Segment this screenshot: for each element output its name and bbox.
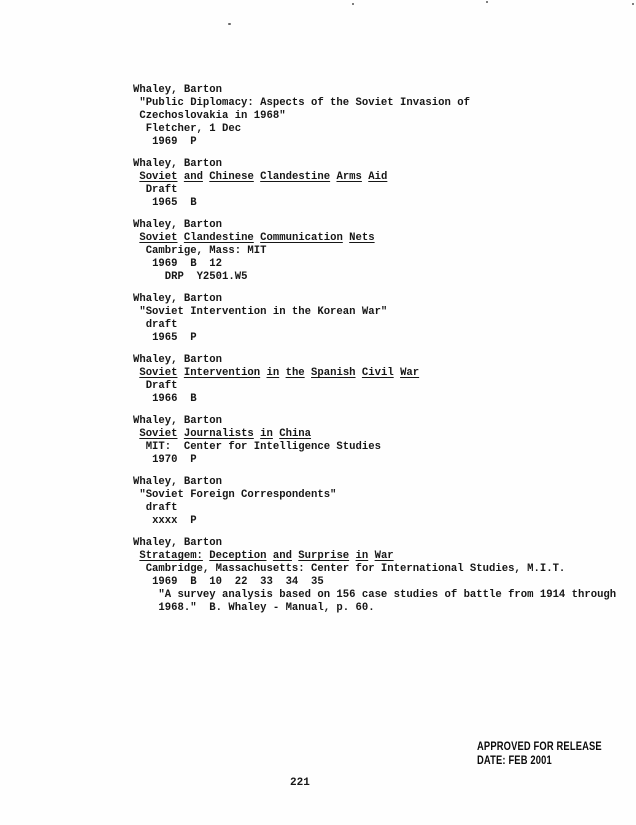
bib-line: Czechoslovakia in 1968" xyxy=(139,110,286,122)
stamp-line-1: APPROVED FOR RELEASE xyxy=(477,739,602,753)
bib-line: Draft xyxy=(145,380,178,392)
bib-line: 1965 P xyxy=(152,332,197,344)
underlined-word: in xyxy=(355,550,369,562)
underlined-word: Surprise xyxy=(298,550,350,562)
bib-line: Whaley, Barton xyxy=(133,354,223,366)
bib-line: 1970 P xyxy=(152,454,197,466)
bib-line: Whaley, Barton xyxy=(133,476,223,488)
bib-line: "A survey analysis based on 156 case studies of battle from 1914 through xyxy=(158,589,617,601)
bib-line: Whaley, Barton xyxy=(133,219,223,231)
bib-line xyxy=(133,171,616,184)
bib-line: Cambridge, Massachusetts: Center for International Studies, M.I.T. xyxy=(145,563,566,575)
scan-speck xyxy=(632,3,634,5)
bib-line: Whaley, Barton xyxy=(133,415,223,427)
bib-line: Whaley, Barton xyxy=(133,158,223,170)
bib-line xyxy=(133,367,616,380)
bib-line: Fletcher, 1 Dec xyxy=(145,123,242,135)
bib-line: 1969 B 10 22 33 34 35 xyxy=(152,576,324,588)
underlined-word: War xyxy=(374,550,394,562)
bib-line: 1969 P xyxy=(152,136,197,148)
underlined-word: Journalists xyxy=(183,428,254,440)
bib-entry xyxy=(133,537,616,615)
bib-entry xyxy=(133,158,616,210)
bib-line: "Soviet Intervention in the Korean War" xyxy=(139,306,388,318)
underlined-word: War xyxy=(400,367,420,379)
bib-entry xyxy=(133,219,616,284)
underlined-word: Stratagem: xyxy=(139,550,203,562)
underlined-word: Civil xyxy=(361,367,394,379)
bib-line: draft xyxy=(145,319,178,331)
bib-line xyxy=(133,550,616,563)
underlined-word: Clandestine xyxy=(183,232,254,244)
scan-speck xyxy=(486,1,488,3)
underlined-word: Nets xyxy=(349,232,375,244)
bib-line: Draft xyxy=(145,184,178,196)
underlined-word: Arms xyxy=(336,171,362,183)
underlined-word: in xyxy=(260,428,273,440)
bib-line: 1969 B 12 xyxy=(152,258,222,270)
bib-line xyxy=(133,232,616,245)
underlined-word: Soviet xyxy=(139,232,178,244)
stamp-line-2: DATE: FEB 2001 xyxy=(477,752,552,767)
underlined-word: and xyxy=(272,550,292,562)
bib-line: Whaley, Barton xyxy=(133,84,223,96)
bib-line: Whaley, Barton xyxy=(133,537,223,549)
bib-line: MIT: Center for Intelligence Studies xyxy=(145,441,381,453)
underlined-word: Chinese xyxy=(209,171,254,183)
bib-line: xxxx P xyxy=(152,515,197,527)
underlined-word: the xyxy=(285,367,305,379)
underlined-word: Deception xyxy=(209,550,267,562)
page-number: 221 xyxy=(290,777,310,789)
bib-line: Cambrige, Mass: MIT xyxy=(145,245,267,257)
bib-line: DRP Y2501.W5 xyxy=(164,271,248,283)
scan-speck xyxy=(352,3,354,5)
bib-entry xyxy=(133,354,616,406)
bib-line: draft xyxy=(145,502,178,514)
bib-line: Whaley, Barton xyxy=(133,293,223,305)
underlined-word: Communication xyxy=(260,232,343,244)
bib-line: 1966 B xyxy=(152,393,197,405)
bib-entry xyxy=(133,415,616,467)
underlined-word: in xyxy=(266,367,280,379)
bib-line: 1965 B xyxy=(152,197,197,209)
underlined-word: and xyxy=(183,171,203,183)
underlined-word: Clandestine xyxy=(260,171,331,183)
bib-entry xyxy=(133,293,616,345)
scan-speck xyxy=(228,23,231,25)
underlined-word: Soviet xyxy=(139,428,178,440)
bib-line: "Soviet Foreign Correspondents" xyxy=(139,489,337,501)
approval-stamp xyxy=(477,740,602,767)
bib-line: 1968." B. Whaley - Manual, p. 60. xyxy=(158,602,375,614)
underlined-word: Soviet xyxy=(139,367,178,379)
underlined-word: Intervention xyxy=(183,367,261,379)
underlined-word: Spanish xyxy=(311,367,356,379)
bibliography xyxy=(133,84,616,624)
underlined-word: Soviet xyxy=(139,171,178,183)
bib-entry xyxy=(133,476,616,528)
underlined-word: Aid xyxy=(368,171,388,183)
bib-line xyxy=(133,428,616,441)
underlined-word: China xyxy=(279,428,312,440)
bib-entry xyxy=(133,84,616,149)
bib-line: "Public Diplomacy: Aspects of the Soviet Invasion of xyxy=(139,97,470,109)
